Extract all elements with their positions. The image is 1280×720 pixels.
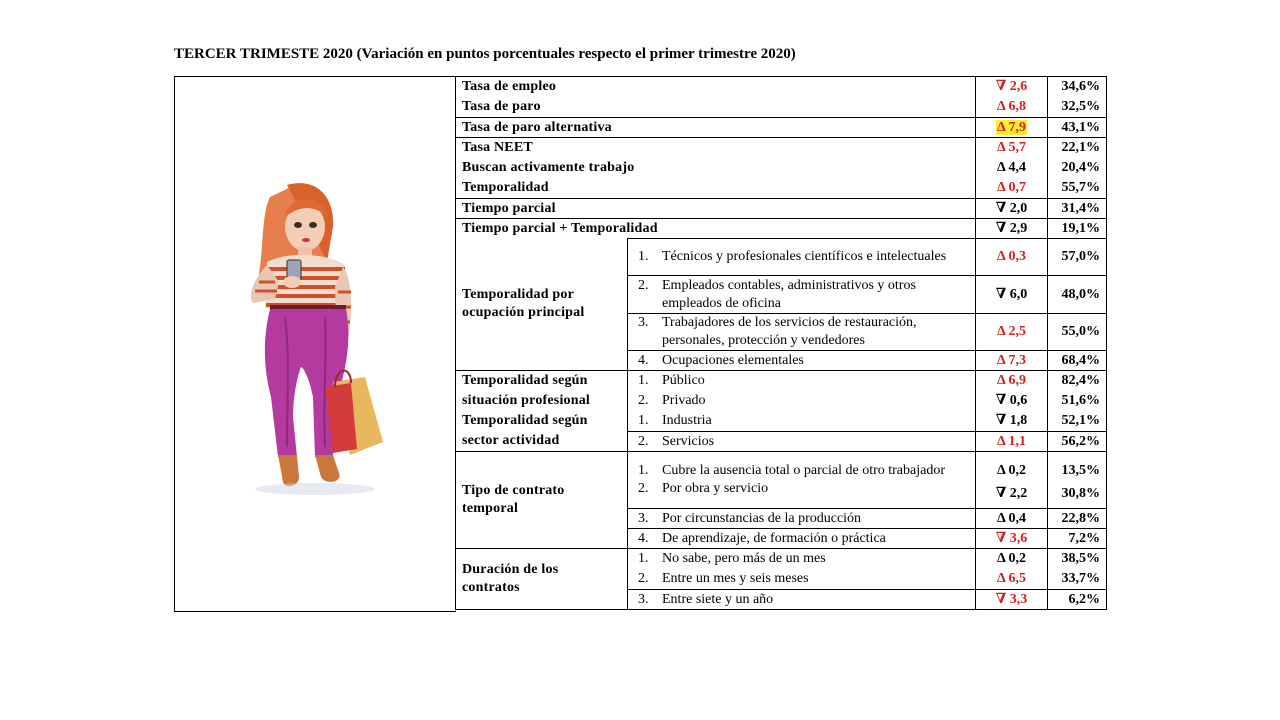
- percent-value: 38,5%: [1061, 551, 1101, 566]
- report-title: TERCER TRIMESTE 2020 (Variación en puntos porcentuales respecto el primer trimestre 2020): [174, 46, 796, 62]
- label-tiempo-parcial-temporalidad: Tiempo parcial + Temporalidad: [456, 219, 976, 239]
- delta-value: ∇ 3,6: [976, 529, 1048, 549]
- delta-value: ∇ 2,9: [976, 219, 1048, 239]
- table-row: [456, 371, 1107, 432]
- label-tasa-empleo: Tasa de empleo: [462, 79, 557, 94]
- label-temporalidad: Temporalidad: [462, 180, 549, 195]
- percent-value: 51,6%: [1061, 393, 1101, 408]
- table-row: [456, 138, 1107, 199]
- label-tipo-contrato: Tipo de contrato temporal: [456, 452, 628, 549]
- delta-value: Δ 7,3: [976, 351, 1048, 371]
- list-item: 2. Servicios: [628, 432, 976, 452]
- delta-cell: [976, 371, 1048, 432]
- delta-value: Δ 0,3: [976, 239, 1048, 276]
- label-tasa-paro-alternativa: Tasa de paro alternativa: [456, 118, 976, 138]
- list-item: 4. Ocupaciones elementales: [628, 351, 976, 371]
- delta-cell: [976, 138, 1048, 199]
- list-item: 1. Cubre la ausencia total o parcial de otro trabajador 2. Por obra y servicio: [628, 452, 976, 509]
- delta-value: Δ 4,4: [997, 160, 1027, 175]
- percent-value: 7,2%: [1048, 529, 1107, 549]
- list-item: 4. De aprendizaje, de formación o práctica: [628, 529, 976, 549]
- delta-value: Δ 6,8: [997, 99, 1027, 114]
- woman-with-phone-and-shopping-bag-illustration: [175, 77, 457, 613]
- label-duracion-contratos: Duración de los contratos: [456, 549, 628, 610]
- label-tiempo-parcial: Tiempo parcial: [456, 199, 976, 219]
- value-cell: [1048, 138, 1107, 199]
- delta-cell: [976, 549, 1048, 590]
- percent-value: 68,4%: [1048, 351, 1107, 371]
- delta-value: ∇ 2,6: [995, 79, 1028, 94]
- table-row: [456, 219, 1107, 239]
- table-row: [456, 452, 1107, 509]
- delta-value: ∇ 3,3: [976, 590, 1048, 610]
- table-row: [456, 199, 1107, 219]
- delta-value: Δ 0,2: [997, 551, 1027, 566]
- percent-value: 20,4%: [1061, 160, 1101, 175]
- list-item: 1. No sabe, pero más de un mes 2. Entre un mes y seis meses: [628, 549, 976, 590]
- value-cell: [1048, 549, 1107, 590]
- data-table: [455, 76, 1107, 610]
- label-tasa-neet: Tasa NEET: [462, 140, 533, 155]
- list-item: 3. Por circunstancias de la producción: [628, 509, 976, 529]
- table-row: [456, 77, 1107, 118]
- delta-value: Δ 0,2: [997, 463, 1027, 478]
- percent-value: 33,7%: [1061, 571, 1101, 586]
- delta-value: ∇ 2,0: [976, 199, 1048, 219]
- delta-value: Δ 6,9: [997, 373, 1027, 388]
- percent-value: 52,1%: [1061, 413, 1101, 428]
- percent-value: 22,1%: [1061, 140, 1101, 155]
- percent-value: 31,4%: [1048, 199, 1107, 219]
- delta-value: Δ 5,7: [997, 140, 1027, 155]
- delta-value: ∇ 0,6: [995, 393, 1028, 408]
- percent-value: 32,5%: [1061, 99, 1101, 114]
- delta-value: Δ 2,5: [976, 314, 1048, 351]
- value-cell: [1048, 452, 1107, 509]
- highlighted-delta-value: Δ 7,9: [997, 119, 1027, 135]
- percent-value: 56,2%: [1048, 432, 1107, 452]
- list-item: 1. Técnicos y profesionales científicos e intelectuales: [628, 239, 976, 276]
- delta-value: Δ 0,4: [976, 509, 1048, 529]
- percent-value: 82,4%: [1061, 373, 1101, 388]
- delta-cell: [976, 452, 1048, 509]
- percent-value: 30,8%: [1061, 486, 1101, 501]
- label-buscan-trabajo: Buscan activamente trabajo: [462, 160, 635, 175]
- table-row: [456, 549, 1107, 590]
- table-row: [456, 239, 1107, 276]
- list-item: 3. Trabajadores de los servicios de restauración, personales, protección y vendedores: [628, 314, 976, 351]
- delta-value: ∇ 6,0: [976, 276, 1048, 314]
- percent-value: 34,6%: [1061, 79, 1101, 94]
- percent-value: 22,8%: [1048, 509, 1107, 529]
- percent-value: 55,0%: [1048, 314, 1107, 351]
- delta-cell: [976, 77, 1048, 118]
- percent-value: 55,7%: [1061, 180, 1101, 195]
- delta-value: Δ 1,1: [976, 432, 1048, 452]
- value-cell: [1048, 371, 1107, 432]
- row-label-empleo-paro: [456, 77, 976, 118]
- label-tasa-paro: Tasa de paro: [462, 99, 541, 114]
- percent-value: 57,0%: [1048, 239, 1107, 276]
- percent-value: 48,0%: [1048, 276, 1107, 314]
- percent-value: 13,5%: [1061, 463, 1101, 478]
- percent-value: 19,1%: [1048, 219, 1107, 239]
- row-label-group: [456, 138, 976, 199]
- illustration-panel: [174, 76, 456, 612]
- label-temporalidad-situacion-sector: Temporalidad según situación profesional Temporalidad según sector actividad: [456, 371, 628, 452]
- percent-value: 6,2%: [1048, 590, 1107, 610]
- percent-value: 43,1%: [1048, 118, 1107, 138]
- delta-value: ∇ 2,2: [995, 486, 1028, 501]
- label-temporalidad-ocupacion: Temporalidad por ocupación principal: [456, 239, 628, 371]
- table-row: [456, 118, 1107, 138]
- delta-value: Δ 6,5: [997, 571, 1027, 586]
- list-item: 3. Entre siete y un año: [628, 590, 976, 610]
- delta-cell: [976, 118, 1048, 138]
- delta-value: ∇ 1,8: [995, 413, 1028, 428]
- list-item: 1. Público 2. Privado 1. Industria: [628, 371, 976, 432]
- list-item: 2. Empleados contables, administrativos y otros empleados de oficina: [628, 276, 976, 314]
- delta-value: Δ 0,7: [997, 180, 1027, 195]
- value-cell: [1048, 77, 1107, 118]
